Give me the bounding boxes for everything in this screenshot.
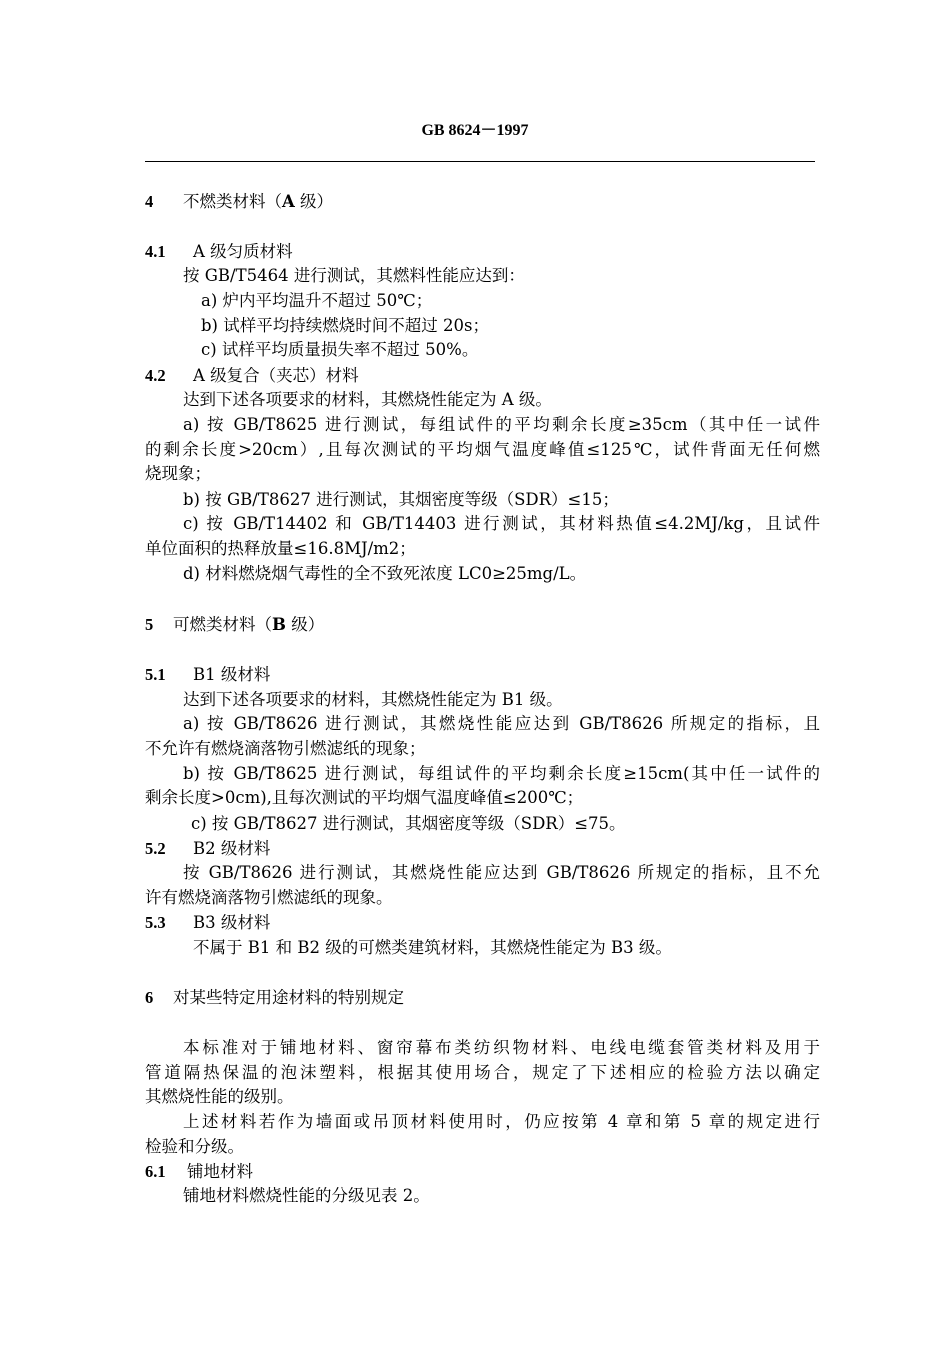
list-item: a) 按 GB/T8625 进行测试，每组试件的平均剩余长度≥35cm（其中任一试件	[183, 415, 820, 434]
list-item: a) 炉内平均温升不超过 50℃；	[201, 291, 433, 310]
section-number: 4.2	[145, 366, 166, 385]
section-4-2-heading	[145, 364, 820, 389]
paragraph-line: 的剩余长度>20cm）,且每次测试的平均烟气温度峰值≤125℃，试件背面无任何燃	[145, 440, 820, 459]
list-item: d) 材料燃烧烟气毒性的全不致死浓度 LC0≥25mg/L。	[183, 564, 587, 583]
section-4-heading	[145, 190, 820, 215]
list-item: c) 按 GB/T14402 和 GB/T14403 进行测试，其材料热值≤4.2MJ/kg，且试件	[183, 514, 820, 533]
section-title: A 级复合（夹芯）材料	[193, 366, 359, 385]
list-item: b) 试样平均持续燃烧时间不超过 20s；	[201, 316, 489, 335]
section-5-1-heading	[145, 663, 820, 688]
paragraph-line: 不允许有燃烧滴落物引燃滤纸的现象；	[145, 739, 426, 758]
section-5-heading	[145, 613, 820, 638]
section-title: 铺地材料	[187, 1162, 253, 1181]
section-number: 5.2	[145, 839, 166, 858]
paragraph-line: 剩余长度>0cm),且每次测试的平均烟气温度峰值≤200℃；	[145, 788, 584, 807]
section-5-2-heading	[145, 837, 820, 862]
section-title: A 级匀质材料	[193, 242, 293, 261]
paragraph-line: 上述材料若作为墙面或吊顶材料使用时，仍应按第 4 章和第 5 章的规定进行	[183, 1112, 820, 1131]
list-item: b) 按 GB/T8627 进行测试，其烟密度等级（SDR）≤15；	[183, 490, 619, 509]
section-6-heading	[145, 986, 820, 1011]
section-number: 5.1	[145, 665, 166, 684]
paragraph-line: 管道隔热保温的泡沫塑料，根据其使用场合，规定了下述相应的检验方法以确定	[145, 1063, 820, 1082]
section-title-end: 级）	[285, 615, 325, 634]
section-number: 4	[145, 192, 154, 211]
list-item: b) 按 GB/T8625 进行测试，每组试件的平均剩余长度≥15cm(其中任一试件的	[183, 764, 820, 783]
paragraph-line: 单位面积的热释放量≤16.8MJ/m2；	[145, 539, 416, 558]
section-title: 可燃类材料（	[173, 615, 272, 634]
section-number: 6	[145, 988, 154, 1007]
section-number: 5.3	[145, 913, 166, 932]
list-item: c) 按 GB/T8627 进行测试，其烟密度等级（SDR）≤75。	[191, 814, 626, 833]
document-number-header: GB 8624－1997	[421, 122, 529, 139]
list-item: c) 试样平均质量损失率不超过 50%。	[201, 340, 479, 359]
header-rule	[145, 161, 815, 162]
paragraph-line: 按 GB/T5464 进行测试，其燃料性能应达到：	[183, 266, 525, 285]
section-number: 6.1	[145, 1162, 166, 1181]
grade-letter: A	[282, 192, 295, 211]
section-4-1-heading	[145, 240, 820, 265]
section-title-end: 级）	[294, 192, 334, 211]
paragraph-line: 检验和分级。	[145, 1137, 244, 1156]
section-number: 4.1	[145, 242, 166, 261]
grade-letter: B	[272, 615, 286, 634]
section-title: B3 级材料	[193, 913, 271, 932]
paragraph-line: 达到下述各项要求的材料，其燃烧性能定为 A 级。	[183, 390, 552, 409]
paragraph-line: 本标准对于铺地材料、窗帘幕布类纺织物材料、电线电缆套管类材料及用于	[183, 1038, 820, 1057]
section-title: 不燃类材料（	[183, 192, 282, 211]
section-title: 对某些特定用途材料的特别规定	[173, 988, 404, 1007]
paragraph-line: 不属于 B1 和 B2 级的可燃类建筑材料，其燃烧性能定为 B3 级。	[193, 938, 672, 957]
paragraph-line: 铺地材料燃烧性能的分级见表 2。	[183, 1186, 430, 1205]
paragraph-line: 烧现象；	[145, 464, 211, 483]
paragraph-line: 达到下述各项要求的材料，其燃烧性能定为 B1 级。	[183, 690, 563, 709]
section-title: B1 级材料	[193, 665, 271, 684]
paragraph-line: 许有燃烧滴落物引燃滤纸的现象。	[145, 888, 393, 907]
list-item: a) 按 GB/T8626 进行测试，其燃烧性能应达到 GB/T8626 所规定的指标，且	[183, 714, 820, 733]
section-5-3-heading	[145, 911, 820, 936]
paragraph-line: 其燃烧性能的级别。	[145, 1087, 294, 1106]
paragraph-line: 按 GB/T8626 进行测试，其燃烧性能应达到 GB/T8626 所规定的指标，且不允	[183, 863, 820, 882]
section-number: 5	[145, 615, 154, 634]
section-6-1-heading	[145, 1160, 820, 1185]
section-title: B2 级材料	[193, 839, 271, 858]
